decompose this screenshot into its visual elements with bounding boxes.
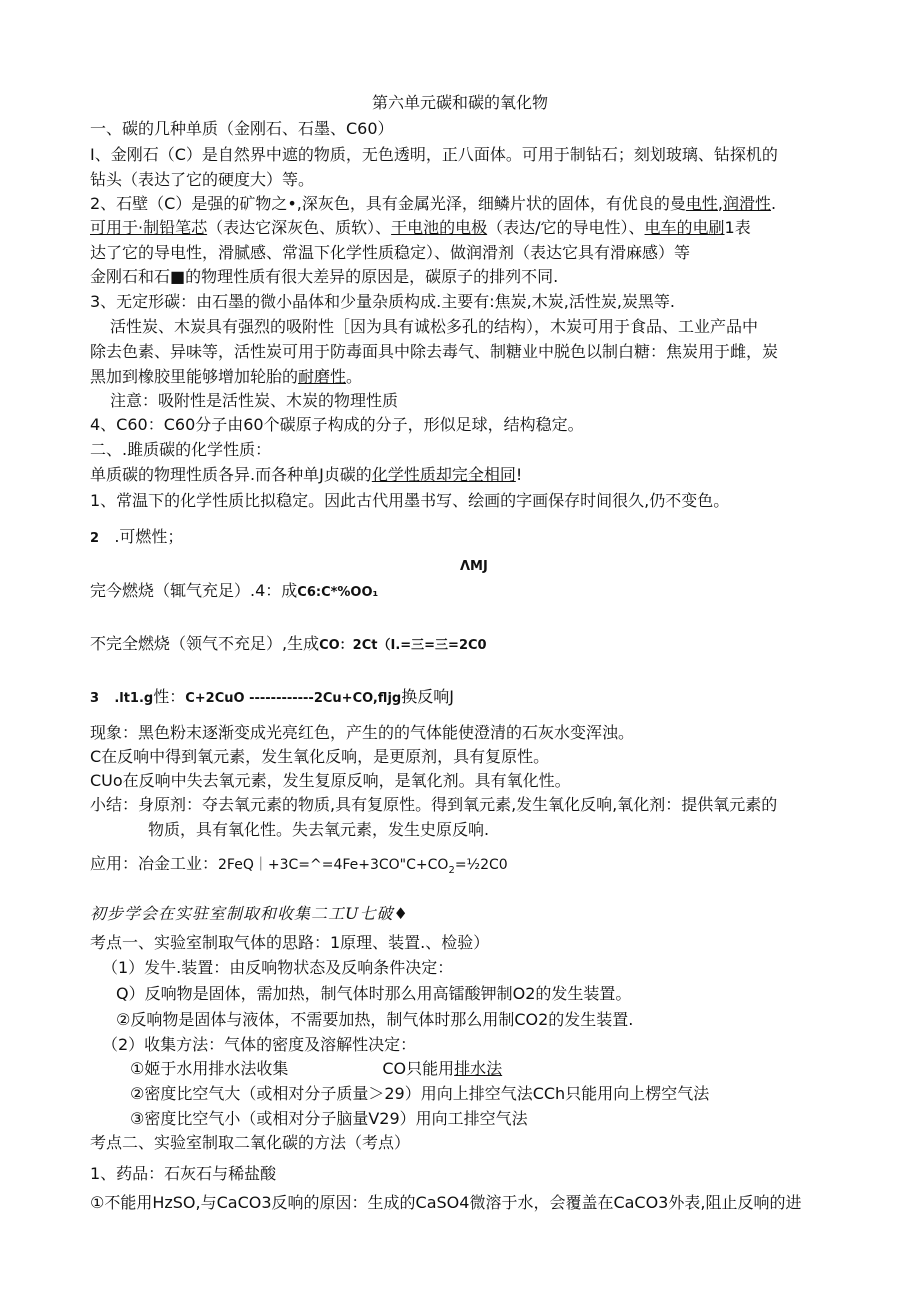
underlined-term: 电车的电刷 [644, 218, 725, 237]
collection-downward: ③密度比空气小（或相对分子脑量V29）用向工排空气法 [130, 1109, 528, 1128]
generator-line: （1）发牛.装置：由反响物状态及反响条件决定： [102, 958, 454, 977]
text: 单质碳的物理性质各异.而各种单J贞碳的 [90, 465, 372, 484]
subscript: 2 [448, 865, 455, 877]
text: 黑加到橡胶里能够增加轮胎的 [90, 367, 299, 386]
lab-heading: 初步学会在实驻室制取和收集二工U七破♦ [90, 904, 409, 923]
reduction-line [90, 686, 454, 710]
carbon-role-line: C在反响中得到氧元素，发生氧化反响，是更原剂，具有复原性。 [90, 747, 550, 766]
equation: C+2CuO ------------2Cu+CO,flјg [185, 691, 402, 706]
underlined-term: 干电池的电极 [391, 218, 488, 237]
text: 应用：冶金工业： [90, 854, 219, 873]
underlined-term: 排水法 [454, 1059, 503, 1078]
graphite-line-1 [90, 193, 776, 215]
underlined-term: 耐磨性 [298, 367, 347, 386]
text: （表达它深灰色、质软）、 [207, 218, 392, 237]
exam-point-2: 考点二、实验室制取二氧化碳的方法（考点） [90, 1133, 411, 1152]
c60-line: 4、C60：C60分子由60个碳原子构成的分子，形似足球，结构稳定。 [90, 415, 584, 434]
section-heading-carbon-elements: 一、碳的几种单质（金刚石、石墨、C60） [90, 119, 394, 138]
generator-solid-liquid: ②反响物是固体与液体，不需要加热，制气体时那么用制CO2的发生装置. [116, 1010, 634, 1029]
diamond-line-2: 钻头（表达了它的硬度大）等。 [90, 170, 315, 189]
item-number: 2 [90, 531, 100, 546]
reaction-condition: ΛMJ [460, 559, 488, 574]
amorphous-line-3: 除去色素、异味等，活性炭可用于防毒面具中除去毒气、制糖业中脱色以制白糖：焦炭用于雌，炭 [90, 342, 779, 361]
phenomenon-line: 现象：黑色粉末逐渐变成光亮红色，产生的的气体能使澄清的石灰水变浑浊。 [90, 723, 635, 742]
text: 1表 [724, 218, 751, 237]
chemical-intro [90, 464, 522, 486]
amorphous-line-1: 3、无定形碳：由石墨的微小晶体和少量杂质构成.主要有:焦炭,木炭,活性炭,炭黑等. [90, 292, 676, 311]
summary-line-2: 物质，具有氧化性。失去氧元素，发生史原反响. [148, 820, 490, 839]
graphite-line-2 [90, 217, 751, 239]
equation: C6:C*%OO₁ [297, 585, 379, 600]
text: 2、石壁（C）是强的矿物之•,深灰色，具有金属光泽，细鳞片状的固体，有优良的曼 [90, 194, 686, 213]
incomplete-combustion [90, 633, 487, 657]
equation: 2FeQ｜+3C=^=4Fe+3CO"C+CO [218, 857, 449, 873]
text: .可燃性； [114, 527, 184, 546]
text: ! [515, 465, 523, 484]
text: 换反响J [401, 687, 454, 706]
graphite-line-3: 达了它的导电性，滑腻感、常温下化学性质稳定）、做润滑剂（表达它具有滑麻感）等 [90, 243, 691, 262]
generator-solid-heating: Q）反响物是固体，需加热，制气体时那么用高镭酸钾制O2的发生装置。 [116, 984, 632, 1003]
combustion-heading [90, 526, 183, 550]
item-number: 3 [90, 691, 100, 706]
text: . [771, 194, 777, 213]
page-title: 第六单元碳和碳的氧化物 [371, 93, 548, 112]
text: CO只能用 [382, 1059, 455, 1078]
summary-line-1: 小结：身原剂：夺去氧元素的物质,具有复原性。得到氧元素,发生氧化反响,氧化剂：提供氧元素的 [90, 795, 778, 814]
amorphous-line-4 [90, 366, 362, 388]
collection-line: （2）收集方法：气体的密度及溶解性决定： [102, 1035, 417, 1054]
graphite-line-4: 金刚石和石■的物理性质有很大差异的原因是，碳原子的排列不同. [90, 267, 559, 286]
text: （表达/它的导电性）、 [487, 218, 645, 237]
underlined-term: 电性 [685, 194, 718, 213]
exam-point-1: 考点一、实验室制取气体的思路：1原理、装置.、检验） [90, 933, 490, 952]
drugs-note-1: ①不能用HzSO,与CaCO3反响的原因：生成的CaSO4微溶于水，会覆盖在CaCO3外表,阻止反响的进 [90, 1193, 802, 1212]
stability-line: 1、常温下的化学性质比拟稳定。因此古代用墨书写、绘画的字画保存时间很久,仍不变色。 [90, 491, 730, 510]
underlined-term: 润滑性 [723, 194, 772, 213]
text: .lt1.g [114, 691, 154, 706]
drugs-line: 1、药品：石灰石与稀盐酸 [90, 1164, 277, 1183]
note-line: 注意：吸附性是活性炭、木炭的物理性质 [110, 391, 399, 410]
complete-combustion [90, 580, 378, 604]
equation: =½2C0 [454, 857, 508, 873]
cuo-role-line: CUo在反响中失去氧元素，发生复原反响，是氧化剂。具有氧化性。 [90, 771, 571, 790]
text: ①姬于水用排水法收集 [130, 1059, 289, 1078]
collection-upward: ②密度比空气大（或相对分子质量＞29）用向上排空气法CCh只能用向上楞空气法 [130, 1084, 710, 1103]
text: 。 [346, 367, 363, 386]
text: , [717, 194, 723, 213]
text: 性： [153, 687, 186, 706]
underlined-term: 可用于·制铅笔芯 [90, 218, 208, 237]
equation: CO：2Ct（I.=三=三=2C0 [319, 638, 487, 653]
section-heading-chemical-properties: 二、.雎质碳的化学性质： [90, 440, 272, 459]
text: 完今燃烧（辄气充足）.4：成 [90, 581, 298, 600]
text: 不完全燃烧（领气不充足）,生成 [90, 634, 320, 653]
underlined-term: 化学性质却完全相同 [371, 465, 516, 484]
diamond-line-1: I、金刚石（C）是自然界中遮的物质，无色透明，正八面体。可用于制钻石；刻划玻璃、钻探机的 [90, 145, 778, 164]
application-line [90, 853, 508, 882]
amorphous-line-2: 活性炭、木炭具有强烈的吸附性［因为具有诚松多孔的结构），木炭可用于食品、工业产品中 [110, 317, 759, 336]
collection-water [130, 1058, 502, 1080]
